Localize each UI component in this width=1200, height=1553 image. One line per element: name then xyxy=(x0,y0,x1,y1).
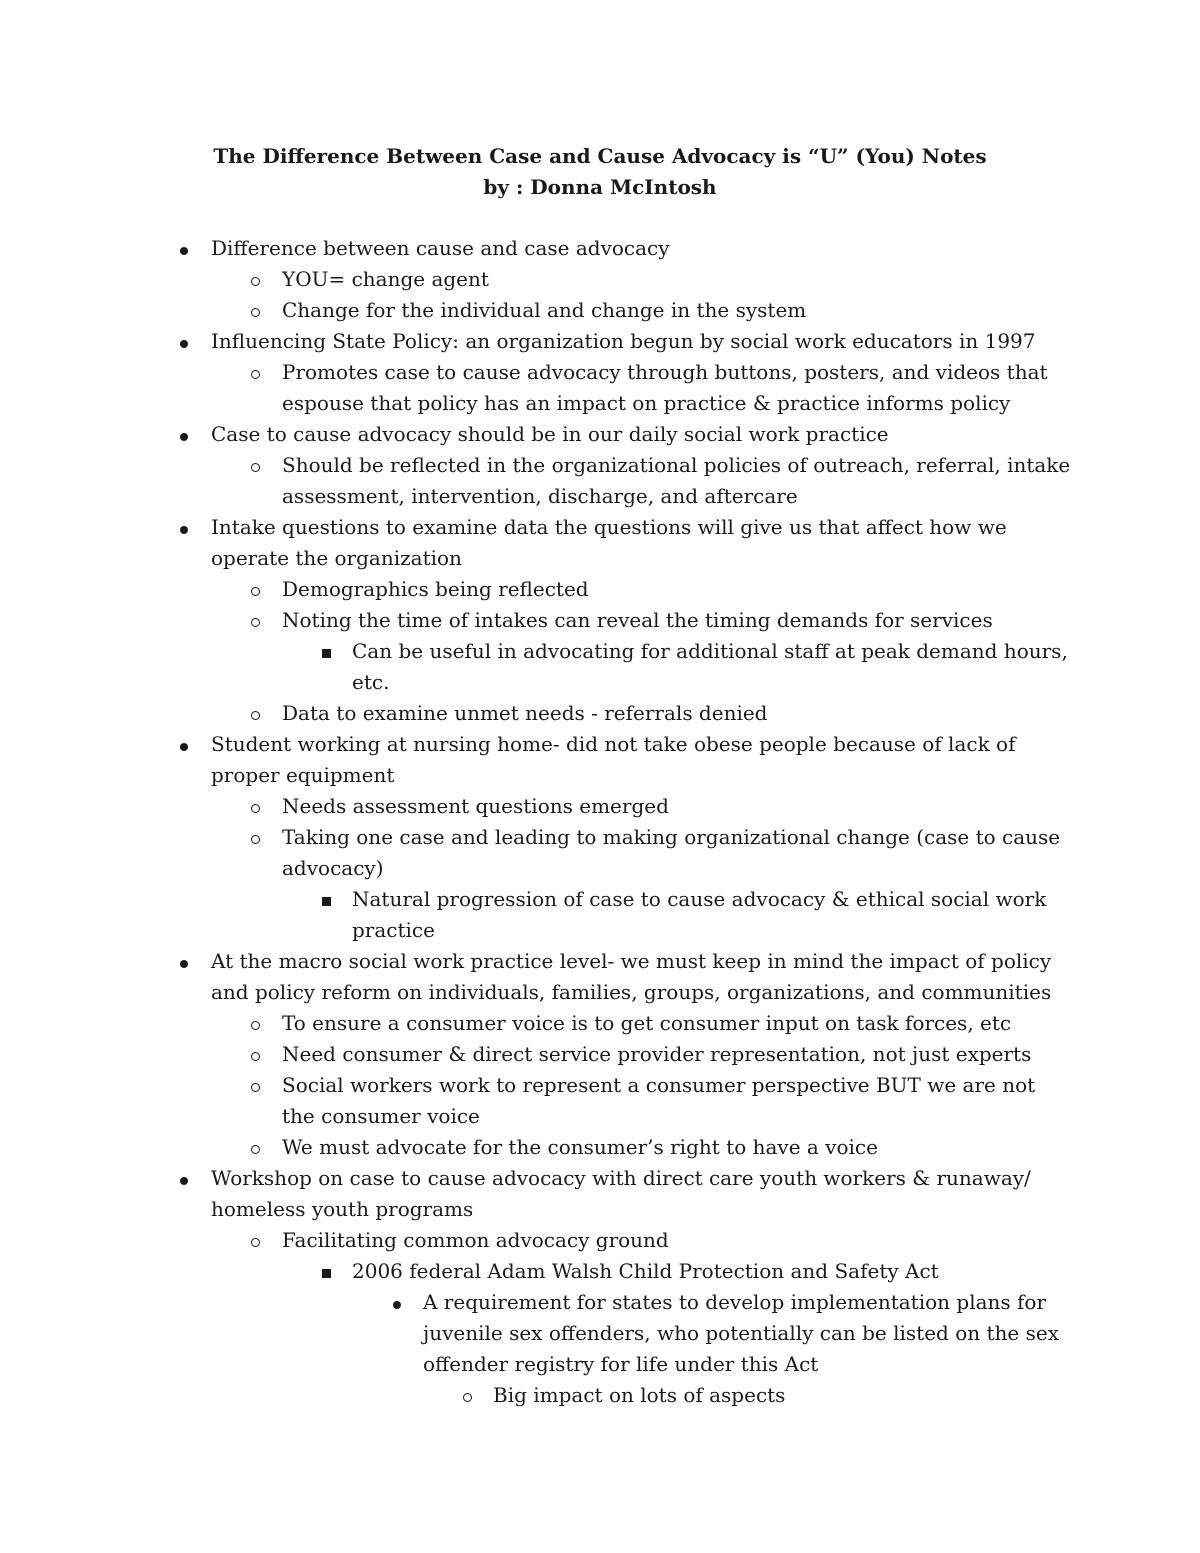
note-text: Needs assessment questions emerged xyxy=(282,794,669,818)
bullet-marker xyxy=(172,512,196,543)
bullet-marker xyxy=(314,1256,338,1287)
note-item-level-2 xyxy=(0,1039,1200,1070)
note-text: Promotes case to cause advocacy through buttons, posters, and videos that espouse that policy has an impact on practice & practice informs policy xyxy=(282,360,1048,415)
note-text: We must advocate for the consumer’s right to have a voice xyxy=(282,1135,878,1159)
note-item-level-2 xyxy=(0,1008,1200,1039)
note-item-level-2 xyxy=(0,822,1200,884)
bullet-marker xyxy=(385,1287,409,1318)
circle-bullet-icon xyxy=(251,711,260,720)
note-text: 2006 federal Adam Walsh Child Protection and Safety Act xyxy=(352,1259,939,1283)
circle-bullet-icon xyxy=(251,587,260,596)
circle-bullet-icon xyxy=(251,308,260,317)
bullet-marker xyxy=(243,791,267,822)
note-text: Should be reflected in the organizational policies of outreach, referral, intake assessment, intervention, discharge, and aftercare xyxy=(282,453,1071,508)
bullet-marker xyxy=(314,636,338,667)
note-text: Case to cause advocacy should be in our daily social work practice xyxy=(211,422,889,446)
note-item-level-2 xyxy=(0,1132,1200,1163)
circle-bullet-icon xyxy=(463,1393,472,1402)
circle-bullet-icon xyxy=(251,835,260,844)
note-item-level-3 xyxy=(0,1256,1200,1287)
note-item-level-2 xyxy=(0,698,1200,729)
circle-bullet-icon xyxy=(251,1145,260,1154)
bullet-marker xyxy=(243,450,267,481)
bullet-marker xyxy=(172,233,196,264)
note-item-level-4 xyxy=(0,1287,1200,1380)
bullet-marker xyxy=(243,1008,267,1039)
bullet-marker xyxy=(314,884,338,915)
bullet-marker xyxy=(243,1225,267,1256)
disc-bullet-icon xyxy=(180,247,188,255)
circle-bullet-icon xyxy=(251,1083,260,1092)
note-item-level-1 xyxy=(0,512,1200,574)
note-item-level-3 xyxy=(0,884,1200,946)
document-byline: by : Donna McIntosh xyxy=(483,175,717,199)
note-item-level-1 xyxy=(0,1163,1200,1225)
note-text: A requirement for states to develop implementation plans for juvenile sex offenders, who potentially can be listed on the sex offender registry for life under this Act xyxy=(423,1290,1059,1376)
note-item-level-1 xyxy=(0,326,1200,357)
square-bullet-icon xyxy=(322,897,331,906)
title-block xyxy=(0,141,1200,203)
note-item-level-2 xyxy=(0,1225,1200,1256)
circle-bullet-icon xyxy=(251,804,260,813)
circle-bullet-icon xyxy=(251,370,260,379)
note-item-level-2 xyxy=(0,264,1200,295)
bullet-marker xyxy=(172,326,196,357)
note-text: Facilitating common advocacy ground xyxy=(282,1228,669,1252)
note-text: Need consumer & direct service provider representation, not just experts xyxy=(282,1042,1032,1066)
disc-bullet-icon xyxy=(180,340,188,348)
note-text: YOU= change agent xyxy=(282,267,489,291)
document-title: The Difference Between Case and Cause Advocacy is “U” (You) Notes xyxy=(213,144,987,168)
bullet-marker xyxy=(243,357,267,388)
disc-bullet-icon xyxy=(180,743,188,751)
bullet-marker xyxy=(172,419,196,450)
bullet-marker xyxy=(455,1380,479,1411)
bullet-marker xyxy=(172,946,196,977)
note-text: Noting the time of intakes can reveal the timing demands for services xyxy=(282,608,993,632)
bullet-marker xyxy=(243,605,267,636)
note-text: Natural progression of case to cause advocacy & ethical social work practice xyxy=(352,887,1047,942)
note-item-level-2 xyxy=(0,450,1200,512)
note-item-level-1 xyxy=(0,233,1200,264)
bullet-marker xyxy=(172,1163,196,1194)
note-text: Change for the individual and change in the system xyxy=(282,298,807,322)
note-text: Big impact on lots of aspects xyxy=(493,1383,786,1407)
note-item-level-2 xyxy=(0,357,1200,419)
bullet-marker xyxy=(243,698,267,729)
note-text: Student working at nursing home- did not take obese people because of lack of proper equipment xyxy=(211,732,1016,787)
circle-bullet-icon xyxy=(251,463,260,472)
note-text: Difference between cause and case advocacy xyxy=(211,236,670,260)
note-text: To ensure a consumer voice is to get consumer input on task forces, etc xyxy=(282,1011,1012,1035)
bullet-marker xyxy=(243,822,267,853)
disc-bullet-icon xyxy=(180,433,188,441)
note-item-level-2 xyxy=(0,605,1200,636)
note-text: Influencing State Policy: an organization begun by social work educators in 1997 xyxy=(211,329,1036,353)
note-item-level-1 xyxy=(0,729,1200,791)
bullet-marker xyxy=(243,295,267,326)
note-text: Taking one case and leading to making organizational change (case to cause advocacy) xyxy=(282,825,1061,880)
note-text: Data to examine unmet needs - referrals denied xyxy=(282,701,768,725)
notes-list xyxy=(0,233,1200,1411)
circle-bullet-icon xyxy=(251,1052,260,1061)
circle-bullet-icon xyxy=(251,618,260,627)
note-item-level-3 xyxy=(0,636,1200,698)
bullet-marker xyxy=(243,1132,267,1163)
disc-bullet-icon xyxy=(180,1177,188,1185)
disc-bullet-icon xyxy=(393,1301,401,1309)
bullet-marker xyxy=(243,264,267,295)
note-item-level-1 xyxy=(0,946,1200,1008)
note-text: Social workers work to represent a consumer perspective BUT we are not the consumer voice xyxy=(282,1073,1036,1128)
circle-bullet-icon xyxy=(251,277,260,286)
note-item-level-2 xyxy=(0,1070,1200,1132)
note-item-level-1 xyxy=(0,419,1200,450)
note-item-level-2 xyxy=(0,791,1200,822)
bullet-marker xyxy=(243,1039,267,1070)
disc-bullet-icon xyxy=(180,960,188,968)
square-bullet-icon xyxy=(322,649,331,658)
note-text: At the macro social work practice level- we must keep in mind the impact of policy and policy reform on individuals, families, groups, organizations, and communities xyxy=(211,949,1052,1004)
circle-bullet-icon xyxy=(251,1238,260,1247)
note-text: Demographics being reflected xyxy=(282,577,589,601)
circle-bullet-icon xyxy=(251,1021,260,1030)
disc-bullet-icon xyxy=(180,526,188,534)
bullet-marker xyxy=(243,1070,267,1101)
note-text: Workshop on case to cause advocacy with direct care youth workers & runaway/ homeless youth programs xyxy=(211,1166,1031,1221)
note-item-level-2 xyxy=(0,295,1200,326)
bullet-marker xyxy=(172,729,196,760)
note-text: Can be useful in advocating for additional staff at peak demand hours, etc. xyxy=(352,639,1068,694)
note-item-level-5 xyxy=(0,1380,1200,1411)
note-text: Intake questions to examine data the questions will give us that affect how we operate the organization xyxy=(211,515,1007,570)
square-bullet-icon xyxy=(322,1269,331,1278)
note-item-level-2 xyxy=(0,574,1200,605)
bullet-marker xyxy=(243,574,267,605)
